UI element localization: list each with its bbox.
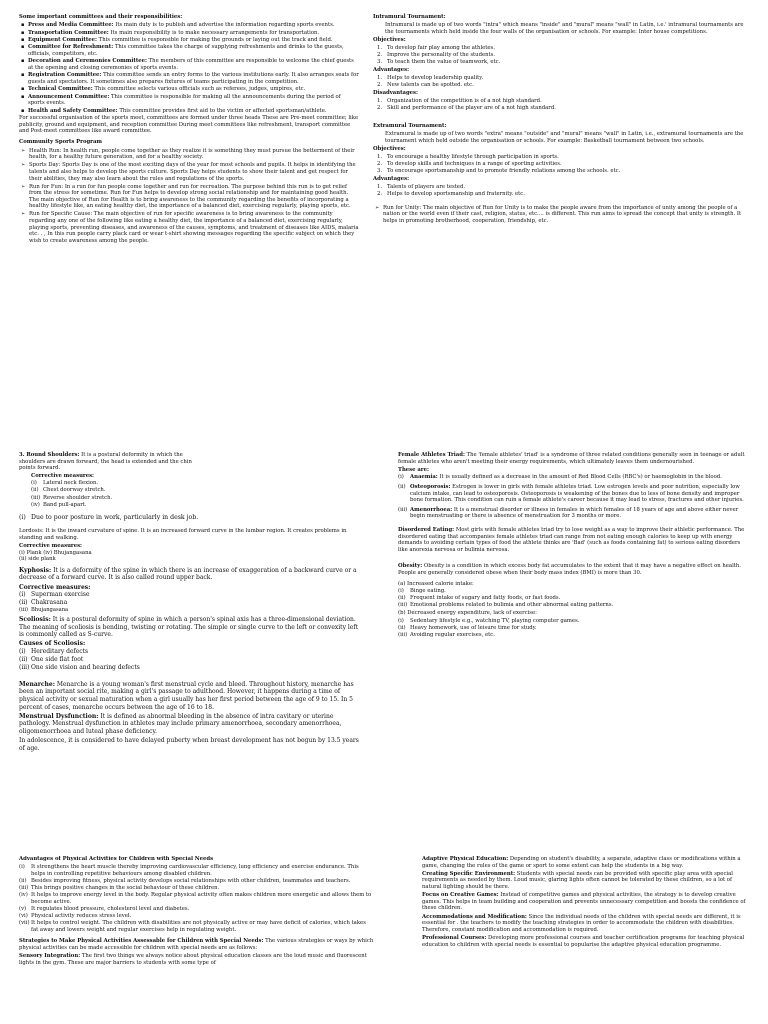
measure-item: (ii) Chakrasana: [19, 599, 68, 607]
obesity-term: Obesity:: [398, 562, 423, 569]
extramural-objectives: [373, 154, 749, 175]
triad-item: (iii) Amenorrhoea: It is a menstrual disorder or illness in females in which females of 18 years of age and above either never begin menstruating or there is absence of menstruation for 3 months or more.: [398, 506, 739, 520]
community-list: [19, 148, 359, 245]
kyphosis-block: [19, 567, 364, 582]
disadvantage-item: 2. Skill and performance of the player are of a not high standard.: [377, 105, 556, 112]
menarche-term: Menarche:: [19, 680, 55, 688]
special-needs-heading: Advantages of Physical Activities for Children with Special Needs: [19, 856, 214, 862]
committee-item: ▪ Equipment Committee: This committee is responsible for making the grounds or laying out the track and field.: [28, 37, 359, 44]
advantage-item: 1. Talents of players are tested.: [377, 183, 466, 190]
creative-games-block: [422, 892, 750, 912]
community-item: ➢ Health Run: In health run, people come together as they realize it is something they must pursue the betterment of their health, for a healthy future generation, and for a healthy society.: [29, 148, 359, 161]
obesity-item: (ii) Heavy homework, use of leisure time for study.: [398, 624, 537, 631]
measure-item: (iii) Bhujangasana: [19, 607, 69, 614]
dysfunction-block: [19, 713, 364, 736]
community-item: ➢ Run for Fun: In a run for fun people come together and run for recreation. The purpose behind this run is to get relief from the stress for sometime. Run for Fun helps to develop strong social relationship and for maintaining good health. The main objective of Run for Health is to bring awareness to the community regarding the benefits of incorporating a healthy lifestyle like, an eating healthy diet, the importance of a balanced diet, exercising regularly, playing sports, etc.: [29, 184, 359, 210]
special-needs-item: (iii) This brings positive changes in the social behaviour of these children.: [19, 884, 220, 891]
intramural-advantages: [373, 75, 749, 89]
special-needs-list: [19, 864, 374, 933]
sensory-block: [19, 953, 374, 966]
kyphosis-measures-label: Corrective measures:: [19, 583, 91, 591]
posture-note: (i) Due to poor posture in work, particularly in desk job.: [19, 514, 199, 522]
round-shoulders-measures-label: Corrective measures:: [31, 472, 95, 479]
advantage-item: 2. New talents can be spotted. etc.: [377, 82, 474, 89]
committee-item: ▪ Announcement Committee: This committee is responsible for making all the announcements during the period of sports events.: [28, 94, 359, 107]
intramural-disadvantages-label: Disadvantages:: [373, 89, 418, 96]
accommodations-term: Accommodations and Modification:: [422, 913, 527, 920]
round-shoulders-label: 3. Round Shoulders:: [19, 452, 80, 458]
menarche-block: [19, 681, 364, 711]
obesity-item: (ii) Frequent intake of sugary and fatty foods, or fast foods.: [398, 595, 561, 602]
sensory-text: The first two things we always notice about physical education classes are the loud music and fluorescent lights in the gym. These are major barriers to students with some type of: [19, 952, 367, 966]
special-needs-item: (vi) Physical activity reduces stress level.: [19, 912, 132, 919]
triad-item: (ii) Osteoporosis: Estrogen is lower in girls with female athletes triad. Low estrogen levels and poor nutrition, especially low calcium intake, can lead to osteoporosis. Osteoporosis is weakening of the bones due to less of bone density and improper bone formation. This condition can ruin a female athlete's career because it may lead to stress, fractures and other injuries.: [398, 483, 744, 504]
extramural-advantages-label: Advantages:: [373, 175, 410, 182]
advantage-item: 1. Helps to develop leadership quality.: [377, 75, 484, 82]
obesity-item: (iii) Emotional problems related to bulimia and other abnormal eating patterns.: [398, 602, 614, 609]
committees-heading: Some important committees and their responsibilities:: [19, 14, 183, 20]
strategies-text: The various strategies or ways by which physical activities can be made accessible for children with special needs are as follows:: [19, 938, 374, 951]
round-shoulders-measures: [31, 480, 209, 508]
disadvantage-item: 1. Organization of the competition is of a not high standard.: [377, 98, 542, 105]
objective-item: 1. To develop fair play among the athletes.: [377, 45, 495, 52]
dysfunction-term: Menstrual Dysfunction:: [19, 712, 99, 720]
lordosis-text: Lordosis: It is the inward curvature of spine. It is an increased forward curve in the lumbar region. It creates problems in standing and walking.: [19, 528, 347, 541]
cause-item: (iii) One side vision and hearing defects: [19, 664, 140, 672]
intramural-objectives: [373, 45, 749, 66]
cause-item: (ii) One side flat foot: [19, 656, 84, 664]
measure-item: (i) Superman exercise: [19, 591, 90, 599]
community-item: ➢ Sports Day: Sports Day is one of the most exciting days of the year for most schools and pupils. It helps in identifying the talents and also helps to develop the sports culture. Sports Day helps students to show their talent and get respect for their abilities, they may also learn about the rules and regulations of the sports.: [29, 162, 359, 182]
obesity-a-label: (a) Increased calorie intake:: [398, 580, 474, 587]
committees-footer: For successful organisation of the sports meet, committees are formed under three heads These are Pre-meet committee; like publicity, ground and equipment, and reception committee During meet committees like refreshment, transport committee and Post-meet committees like award committee.: [19, 115, 359, 135]
special-needs-item: (i) It strengthens the heart muscle thereby improving cardiovascular efficiency, lung efficiency and exercise endurance. This helps in controlling repetitive behaviours among disabled children.: [19, 864, 359, 877]
committee-item: ▪ Committee for Refreshment: This committee takes the charge of supplying refreshments and drinks to the guests, officials, competitors, etc.: [28, 44, 359, 57]
committees-list: [19, 22, 359, 114]
intramural-heading: Intramural Tournament:: [373, 14, 446, 20]
run-for-unity: ➢ Run for Unity: The main objective of Run for Unity is to make the people aware from the importance of unity among the people of a nation or the world even if their cast, religion, status, etc.... is different. This run aims to spread the concept that unity is strength. It helps in promoting brotherhood, cooperation, friendship, etc.: [383, 205, 749, 225]
obesity-b-label: (b) Decreased energy expenditure, lack of exercise:: [398, 610, 537, 617]
deformities-section: [19, 452, 364, 754]
committee-item: ▪ Registration Committee: This committee sends an entry forms to the various institutions early. It also arranges seats for guests and spectators. It sometimes also prepares fixtures of teams participating in the competition.: [28, 72, 359, 85]
strategies-term: Strategies to Make Physical Activities Assessable for Children with Special Needs:: [19, 938, 264, 945]
intramural-objectives-label: Objectives:: [373, 36, 406, 43]
measure-item: (iii) Reverse shoulder stretch.: [31, 494, 113, 501]
committee-item: ▪ Technical Committee: This committee selects various officials such as referees, judges, umpires, etc.: [28, 86, 359, 93]
tournaments-section: [373, 14, 749, 226]
advantage-item: 2. Helps to develop sportsmanship and fraternity. etc.: [377, 190, 525, 197]
measure-item: (i) Lateral neck flexion.: [31, 480, 99, 487]
dysfunction-text: It is defined as abnormal bleeding in the absence of intra cavitary or uterine pathology. Menstrual dysfunction in athletes may include primary amenorrhoea, secondary amenorrhoea, oligomenorrhoea and luteal phase deficiency.: [19, 712, 342, 735]
disordered-eating-term: Disordered Eating:: [398, 526, 455, 533]
puberty-text: In adolescence, it is considered to have delayed puberty when breast development has not begun by 13.5 years of age.: [19, 737, 359, 752]
scoliosis-term: Scoliosis:: [19, 615, 51, 623]
kyphosis-term: Kyphosis:: [19, 566, 52, 574]
committee-item: ▪ Press and Media Committee: Its main duty is to publish and advertise the information regarding sports events.: [28, 22, 359, 29]
triad-block: [398, 452, 750, 465]
environment-text: Students with special needs can be provided with specific play area with special requirements as needed by them. Loud music, glaring lights often cannot be tolerated by these children, so a lot of natural lighting should be there.: [422, 870, 733, 890]
adaptive-section: [422, 856, 750, 1016]
measure-item: (iv) Band pull-apart.: [31, 501, 87, 508]
menarche-text: Menarche is a young woman's first menstrual cycle and bleed. Throughout history, menarche has been an important social rite, making a girl's passage to adulthood. However, it happens during a time of physical activity or sexual maturation when a girl usually has her first period between the age of 9 to 15. In 5 percent of cases, menarche occurs between the age of 16 to 18.: [19, 680, 354, 711]
kyphosis-measures: [19, 591, 364, 615]
extramural-heading: Extramural Tournament:: [373, 122, 447, 129]
triad-text: The 'female athletes' triad' is a syndrome of three related conditions generally seen in teenage or adult female athletes who aren't meeting their energy requirements, which ultimately leaves them undernourished.: [398, 452, 745, 465]
disordered-eating-block: [398, 527, 750, 553]
professional-courses-block: [422, 935, 750, 948]
obesity-block: [398, 563, 750, 576]
extramural-objectives-label: Objectives:: [373, 145, 406, 152]
triad-term: Female Athletes Triad:: [398, 452, 465, 458]
accommodations-text: Since the individual needs of the children with special needs are different, it is essential for . the teachers to modify the teaching strategies in order to accommodate the children with disabilities. Therefore, constant modification and accommodation is required.: [422, 913, 741, 933]
objective-item: 3. To teach them the value of teamwork, etc.: [377, 59, 501, 66]
special-needs-item: (iv) It helps to improve energy level in the body. Regular physical activity often makes children more energetic and allows them to become active.: [19, 892, 372, 905]
committee-item: ▪ Health and Safety Committee: This committee provides first aid to the victim or affected sportsman/athlete.: [28, 108, 359, 115]
special-needs-item: (v) It regulates blood pressure, cholesterol level and diabetes.: [19, 905, 190, 912]
creative-games-text: Instead of competitive games and physical activities, the strategy is to develop creative games. This helps in team building and cooperation and prevents unnecessary competition and boosts the confidence of these children.: [422, 892, 746, 912]
adaptive-term: Adaptive Physical Education:: [422, 856, 509, 862]
triad-section: [398, 452, 750, 639]
obesity-b-list: [398, 618, 750, 639]
scoliosis-causes: [19, 648, 364, 672]
environment-block: [422, 871, 750, 891]
professional-courses-text: Developing more professional courses and teacher certification programs for teaching physical education to children with special needs is essential to popularise the adaptive physical education programme.: [422, 934, 745, 948]
intramural-advantages-label: Advantages:: [373, 66, 410, 73]
obesity-item: (i) Binge eating.: [398, 588, 446, 595]
obesity-item: (iii) Avoiding regular exercises, etc.: [398, 631, 495, 638]
triad-item: (i) Anaemia: It is usually defined as a decrease in the amount of Red Blood Cells (RBC's) or haemoglobin in the blood.: [398, 474, 722, 481]
scoliosis-causes-label: Causes of Scoliosis:: [19, 640, 86, 648]
special-needs-section: [19, 856, 374, 1016]
intramural-disadvantages: [373, 98, 749, 112]
obesity-text: Obesity is a condition in which excess body fat accumulates to the extent that it may have a negative effect on health. People are generally considered obese when their body mass index (BMI) is more than 30.: [398, 562, 742, 576]
objective-item: 3. To encourage sportsmanship and to promote friendly relations among the schools. etc.: [377, 167, 621, 174]
scoliosis-block: [19, 616, 364, 639]
kyphosis-text: It is a deformity of the spine in which there is an increase of exaggeration of a backward curve or a decrease of a forward curve. It is also called round upper back.: [19, 566, 357, 582]
lordosis-measures-label: Corrective measures:: [19, 543, 83, 550]
triad-list: [398, 474, 750, 520]
extramural-advantages: [373, 184, 749, 198]
adaptive-block: [422, 856, 750, 869]
extramural-intro: Extramural is made up of two words "extra" means "outside" and "mural" means "wall" in Latin, i.e., extramural tournaments are the tournament which held outside the organisation or schools. For example: Basketball tournament between two schools.: [385, 131, 744, 144]
round-shoulders-block: [19, 452, 209, 508]
unity-list: [373, 205, 749, 225]
environment-term: Creating Specific Environment:: [422, 870, 516, 877]
measure-item: (ii) Chest doorway stretch.: [31, 487, 106, 494]
intramural-intro: Intramural is made up of two words "intra" which means "inside" and "mural" means "wall" in Latin, i.e.' intramural tournaments are the tournaments which held inside the four walls of the organisation or schools. For example: Inter house competitions.: [385, 22, 744, 35]
creative-games-term: Focus on Creative Games:: [422, 892, 499, 899]
committees-section: [19, 14, 359, 246]
objective-item: 2. Improve the personality of the students.: [377, 52, 496, 59]
scoliosis-text: It is a postural deformity of spine in which a person's spinal axis has a three-dimensional deviation. The meaning of scoliosis is bending, twisting or rotating. The simple or single curve to the left or convexity left is commonly called as S-curve.: [19, 615, 358, 639]
objective-item: 2. To develop skills and techniques in a range of sporting activities.: [377, 160, 562, 167]
objective-item: 1. To encourage a healthy lifestyle through participation in sports.: [377, 153, 559, 160]
community-heading: Community Sports Program: [19, 139, 103, 146]
adaptive-text: Depending on student's disability, a separate, adaptive class or modifications within a game, changing the rules of the game or sport to some extent can help the students in a big way.: [422, 856, 741, 869]
strategies-block: [19, 938, 374, 951]
obesity-item: (i) Sedentary lifestyle e.g., watching TV, playing computer games.: [398, 617, 580, 624]
special-needs-item: (vii)It helps to control weight. The children with disabilities are not physically active or may have deficit of calories, which takes fat away and lowers weight and regular exercises help in regulating weight.: [19, 919, 366, 933]
disordered-eating-text: Most girls with female athletes triad try to lose weight as a way to improve their athletic performance. The disordered eating that accompanies female athletes triad can range from not eating enough calories to keep up with energy demands to avoiding certain types of food the athlete thinks are 'Bad' (such as foods containing fat) to serious eating disorders like anorexia nervosa or bulimia nervosa.: [398, 526, 745, 553]
accommodations-block: [422, 914, 750, 934]
obesity-a-list: [398, 588, 750, 609]
round-shoulders-text: It is a postural deformity in which the shoulders are drawn forward, the head is extended and the chin points forward.: [19, 452, 192, 472]
special-needs-item: (ii) Besides improving fitness, physical activity develops social relationships with other children, teammates and teachers.: [19, 877, 351, 884]
triad-these-label: These are:: [398, 466, 429, 473]
committee-item: ▪ Transportation Committee: Its main responsibility is to make necessary arrangements for transportation.: [28, 30, 359, 37]
sensory-term: Sensory Integration:: [19, 952, 81, 959]
lordosis-measure: (ii) side plank: [19, 556, 56, 563]
community-item: ➢ Run for Specific Cause: The main objective of run for specific awareness is to bring awareness to the community regarding any one of the following like eating a healthy diet, the importance of a balanced diet, exercising regularly, playing sports, preventing diseases, and awareness of the causes, symptoms, and treatment of diseases like AIDS, malaria etc. . , In this run people carry plack card or wear t-shirt showing messages regarding the specific subject on which they wish to create awareness among the people.: [29, 211, 359, 244]
cause-item: (i) Hereditary defects: [19, 647, 89, 655]
committee-item: ▪ Decoration and Ceremonies Committee: The members of this committee are responsible to welcome the chief guests at the opening and closing ceremonies of sports events.: [28, 58, 359, 71]
lordosis-measure: (i) Plank (iv) Bhujangasana: [19, 549, 92, 556]
professional-courses-term: Professional Courses:: [422, 934, 487, 941]
